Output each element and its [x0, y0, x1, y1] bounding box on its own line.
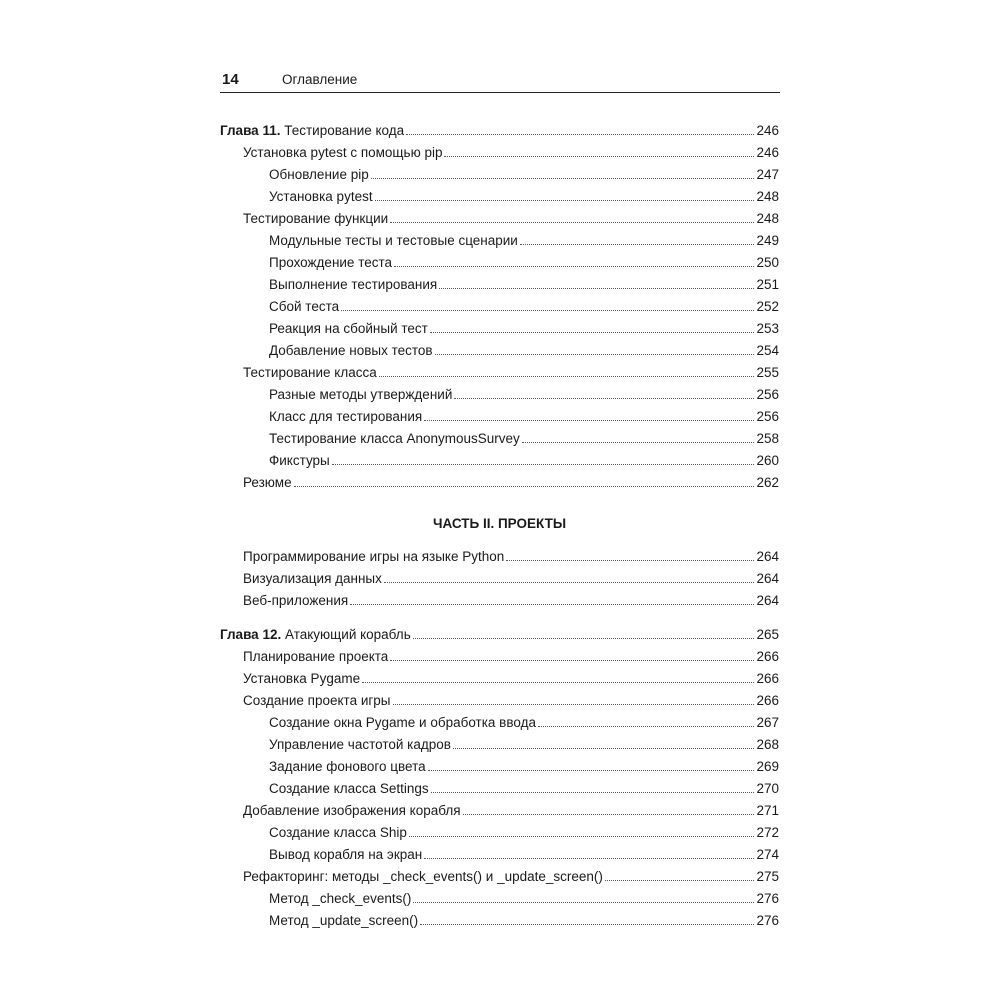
toc-chapter-heading: [220, 621, 779, 643]
page-ref: 264: [756, 549, 779, 564]
dot-leader: [430, 332, 755, 333]
toc-entry-title: Визуализация данных: [243, 571, 382, 586]
toc-entry-title: Создание класса Ship: [269, 825, 407, 840]
toc-entry-title: Задание фонового цвета: [269, 759, 426, 774]
chapter-label: Глава 12.: [220, 627, 282, 642]
dot-leader: [454, 398, 754, 399]
toc-entry-title: Добавление новых тестов: [269, 343, 433, 358]
dot-leader: [375, 200, 755, 201]
toc-entry: [220, 447, 779, 469]
page-ref: 270: [756, 781, 779, 796]
dot-leader: [453, 748, 755, 749]
dot-leader: [538, 726, 755, 727]
chapter-label: Глава 11.: [220, 123, 281, 138]
toc-entry-title: Вывод корабля на экран: [269, 847, 423, 862]
toc-entry-title: Тестирование класса AnonymousSurvey: [269, 431, 520, 446]
toc-entry-title: Фикстуры: [269, 453, 330, 468]
toc-entry-title: Метод _update_screen(): [269, 913, 419, 928]
page-ref: 266: [756, 693, 779, 708]
toc-entry: [220, 665, 779, 687]
toc-entry: [220, 709, 779, 731]
page-ref: 272: [756, 825, 779, 840]
page-ref: 276: [756, 891, 779, 906]
toc-chapter-heading: [220, 117, 779, 139]
toc-entry: [220, 687, 779, 709]
dot-leader: [294, 486, 755, 487]
dot-leader: [350, 604, 754, 605]
page-header: [220, 70, 780, 93]
dot-leader: [413, 638, 755, 639]
dot-leader: [431, 792, 755, 793]
page-ref: 267: [756, 715, 779, 730]
page-ref: 265: [756, 627, 779, 642]
toc-entry: [220, 337, 779, 359]
toc-entry: [220, 753, 779, 775]
toc-entry: [220, 425, 779, 447]
dot-leader: [371, 178, 755, 179]
page-ref: 264: [756, 571, 779, 586]
toc-entry-title: Создание проекта игры: [243, 693, 391, 708]
dot-leader: [424, 420, 754, 421]
toc-entry-title: Создание класса Settings: [269, 781, 429, 796]
dot-leader: [522, 442, 755, 443]
page-ref: 256: [756, 409, 779, 424]
page-ref: 275: [756, 869, 779, 884]
dot-leader: [424, 858, 754, 859]
toc-entry: [220, 161, 779, 183]
page-ref: 255: [756, 365, 779, 380]
dot-leader: [413, 902, 754, 903]
page-ref: 246: [756, 123, 779, 138]
toc-entry-title: Установка Pygame: [243, 671, 361, 686]
dot-leader: [406, 134, 754, 135]
toc-entry: [220, 775, 779, 797]
dot-leader: [420, 924, 754, 925]
toc-entry-title: Обновление pip: [269, 167, 369, 182]
page-ref: 269: [756, 759, 779, 774]
page-ref: 264: [756, 593, 779, 608]
toc-entry-title: Выполнение тестирования: [269, 277, 438, 292]
toc-entry: [220, 543, 779, 565]
toc-entry: [220, 469, 779, 491]
toc-entry-title: Веб-приложения: [243, 593, 349, 608]
toc-entry: [220, 205, 779, 227]
part-heading: ЧАСТЬ II. ПРОЕКТЫ: [432, 516, 567, 531]
dot-leader: [506, 560, 754, 561]
toc-entry-title: Рефакторинг: методы _check_events() и _update_screen(): [243, 869, 603, 884]
page-ref: 246: [756, 145, 779, 160]
dot-leader: [362, 682, 754, 683]
toc-entry-title: Установка pytest с помощью pip: [243, 145, 443, 160]
toc-entry: [220, 359, 779, 381]
dot-leader: [520, 244, 755, 245]
page-ref: 248: [756, 211, 779, 226]
toc-entry: [220, 183, 779, 205]
toc-entry: [220, 841, 779, 863]
toc-entry-title: Добавление изображения корабля: [243, 803, 461, 818]
dot-leader: [390, 660, 754, 661]
chapter-title: Тестирование кода: [284, 123, 405, 138]
toc-chapter-12: [220, 621, 779, 929]
toc-entry: [220, 381, 779, 403]
toc-entry: [220, 227, 779, 249]
dot-leader: [332, 464, 755, 465]
toc-entry: [220, 863, 779, 885]
page-number: 14: [222, 71, 239, 88]
toc-entry: [220, 315, 779, 337]
page-ref: 251: [756, 277, 779, 292]
toc-entry: [220, 139, 779, 161]
page-ref: 260: [756, 453, 779, 468]
page-ref: 271: [756, 803, 779, 818]
page-ref: 258: [756, 431, 779, 446]
toc-entry-title: Управление частотой кадров: [269, 737, 451, 752]
toc-entry-title: Реакция на сбойный тест: [269, 321, 428, 336]
page-ref: 256: [756, 387, 779, 402]
toc-entry-list: [220, 543, 779, 609]
toc-entry-title: Программирование игры на языке Python: [243, 549, 505, 564]
dot-leader: [463, 814, 755, 815]
toc-entry-title: Прохождение теста: [269, 255, 393, 270]
toc-entry: [220, 565, 779, 587]
toc-entry-title: Планирование проекта: [243, 649, 389, 664]
page-ref: 274: [756, 847, 779, 862]
running-title: Оглавление: [282, 72, 358, 87]
dot-leader: [393, 704, 755, 705]
page-ref: 268: [756, 737, 779, 752]
toc-entry: [220, 271, 779, 293]
toc-entry: [220, 885, 779, 907]
toc-entry: [220, 797, 779, 819]
toc-entry: [220, 907, 779, 929]
toc-part-2: [220, 543, 779, 609]
page-ref: 250: [756, 255, 779, 270]
toc-entry-title: Метод _check_events(): [269, 891, 412, 906]
dot-leader: [341, 310, 754, 311]
page-ref: 254: [756, 343, 779, 358]
toc-entry: [220, 819, 779, 841]
dot-leader: [444, 156, 754, 157]
toc-entry-title: Установка pytest: [269, 189, 373, 204]
toc-entry-title: Модульные тесты и тестовые сценарии: [269, 233, 518, 248]
page-ref: 249: [756, 233, 779, 248]
dot-leader: [394, 266, 754, 267]
toc-entry: [220, 403, 779, 425]
toc-entry-title: Тестирование класса: [243, 365, 377, 380]
dot-leader: [439, 288, 754, 289]
page-ref: 252: [756, 299, 779, 314]
toc-entry-title: Сбой теста: [269, 299, 340, 314]
toc-entry: [220, 249, 779, 271]
page-ref: 253: [756, 321, 779, 336]
dot-leader: [379, 376, 755, 377]
toc-entry-title: Класс для тестирования: [269, 409, 423, 424]
chapter-title: Атакующий корабль: [284, 627, 411, 642]
toc-entry-list: [220, 139, 779, 491]
page-ref: 262: [756, 475, 779, 490]
toc-chapter-11: [220, 117, 779, 491]
dot-leader: [384, 582, 755, 583]
toc-entry: [220, 293, 779, 315]
page-ref: 276: [756, 913, 779, 928]
toc-entry-list: [220, 643, 779, 929]
dot-leader: [409, 836, 755, 837]
dot-leader: [390, 222, 754, 223]
toc-entry: [220, 731, 779, 753]
toc-entry-title: Резюме: [243, 475, 292, 490]
dot-leader: [435, 354, 755, 355]
toc-entry: [220, 587, 779, 609]
page-ref: 266: [756, 671, 779, 686]
toc-entry: [220, 643, 779, 665]
toc-entry-title: Разные методы утверждений: [269, 387, 453, 402]
toc-entry-title: Тестирование функции: [243, 211, 389, 226]
dot-leader: [428, 770, 755, 771]
page-ref: 247: [756, 167, 779, 182]
dot-leader: [605, 880, 755, 881]
page-ref: 248: [756, 189, 779, 204]
toc-entry-title: Создание окна Pygame и обработка ввода: [269, 715, 536, 730]
page-ref: 266: [756, 649, 779, 664]
